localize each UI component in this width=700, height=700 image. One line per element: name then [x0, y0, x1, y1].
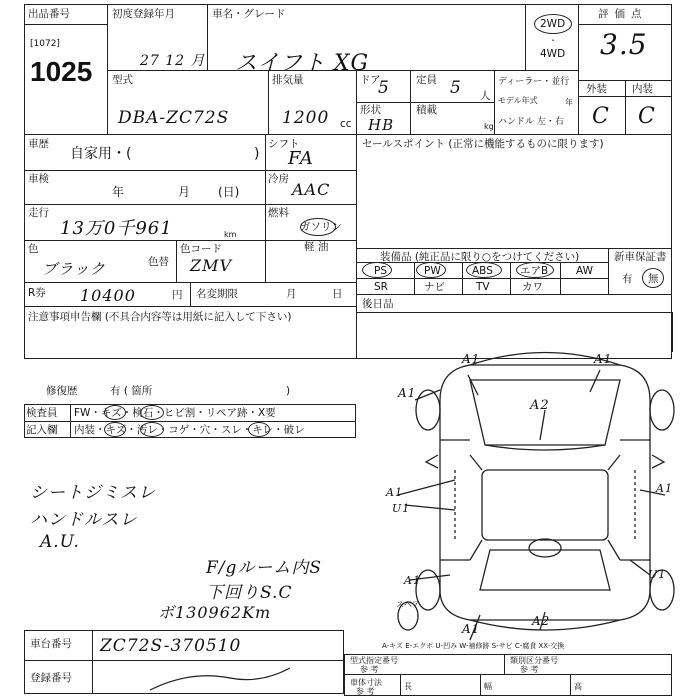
remark-line1: シートジミスレ	[30, 483, 156, 503]
capacity-label: 定員	[416, 74, 437, 86]
int-label: 内装	[632, 83, 653, 95]
rear-seat-label: 後日品	[362, 298, 394, 310]
disp-label: 排気量	[272, 74, 304, 86]
shape-label: 形状	[360, 104, 381, 116]
shift-value: FA	[288, 148, 314, 169]
warranty-no: 無	[648, 273, 659, 285]
model-year-unit: 年	[565, 98, 573, 107]
sales-point-label: セールスポイント (正常に機能するものに限ります)	[362, 138, 604, 150]
mark-a1-left-rear: A1	[404, 574, 421, 587]
mileage-label: 走行	[28, 207, 49, 219]
ac-value: AAC	[292, 180, 331, 199]
door-value: 5	[378, 78, 390, 98]
remark-line3: A.U.	[40, 532, 80, 552]
damage-legend: A-キズ E-エクボ U-凹み W-補修跡 S-サビ C-腐食 XX-交換	[382, 642, 565, 650]
reg-value: 27 12 月	[140, 53, 206, 69]
color-code-value: ZMV	[190, 256, 233, 275]
equip-aw: AW	[576, 265, 593, 277]
load-unit: kg	[484, 122, 494, 131]
mileage-value: 13万0千961	[60, 218, 173, 239]
type-designation-label: 型式指定番号	[350, 656, 398, 665]
equip-abs: ABS	[472, 265, 493, 277]
equip-pw: PW	[424, 265, 441, 277]
score-value: 3.5	[600, 28, 648, 61]
mark-a1-left-door: A1	[386, 486, 403, 499]
recycle-unit: 円	[172, 289, 183, 301]
color-change-label: 色替	[148, 256, 169, 268]
load-label: 積載	[416, 104, 437, 116]
inspection-month: 月	[178, 185, 191, 199]
drive-4wd: 4WD	[540, 48, 566, 60]
notes-label: 注意事項申告欄 (不具合内容等は用紙に記入して下さい)	[28, 311, 292, 323]
mark-a2-rear: A2	[532, 614, 551, 628]
remark-line2: ハンドルスレ	[30, 510, 138, 530]
equip-tv: TV	[476, 281, 490, 293]
door-label: ドア	[360, 74, 381, 86]
disp-unit: cc	[340, 118, 352, 130]
lot-sub: [1072]	[30, 39, 60, 49]
repair-label: 修復歴	[46, 385, 78, 397]
recycle-value: 10400	[80, 286, 136, 305]
remark-line6: ボ130962Km	[158, 603, 272, 622]
ext-label: 外装	[586, 83, 607, 95]
body-size-label: 車体寸法	[350, 678, 382, 687]
repair-value: 有 ( 箇所	[110, 385, 153, 397]
mark-a1-front-left: A1	[462, 352, 481, 366]
handle-label: ハンドル 左・右	[498, 117, 564, 127]
equip-navi: ナビ	[424, 281, 445, 293]
chassis-value: ZC72S-370510	[100, 636, 242, 656]
inspector-row1-items: FW・キズ・検石・ヒビ割・リペア跡・X要	[74, 407, 276, 419]
chassis-label: 車台番号	[30, 638, 72, 650]
warranty-yes: 有	[622, 273, 633, 285]
type-designation-ref: 参 考	[360, 665, 379, 674]
shape-value: HB	[368, 116, 395, 134]
drive-2wd: 2WD	[540, 18, 566, 30]
color-label: 色	[28, 243, 39, 255]
equipment-label: 装備品 (純正品に限り○をつけてください)	[380, 251, 580, 263]
expire-day: 日	[332, 288, 343, 300]
type-label: 型式	[112, 74, 133, 86]
equip-airbag: エアB	[520, 265, 549, 277]
inspector-row1-label: 検査員	[26, 407, 58, 419]
warranty-label: 新車保証書	[614, 251, 667, 263]
mark-a2-hood: A2	[530, 398, 550, 413]
reg-label: 初度登録年月	[112, 8, 175, 20]
inspector-row2-items: 内装・キズ・汚レ・コゲ・穴・スレ・キレ・破レ	[74, 424, 305, 436]
class-designation-ref: 参 考	[520, 665, 539, 674]
class-designation-label: 類別区分番号	[510, 656, 558, 665]
height-label: 高	[574, 682, 582, 691]
capacity-value: 5	[450, 78, 462, 98]
inspection-label: 車検	[28, 173, 49, 185]
expire-label: 名変期限	[196, 288, 238, 300]
int-value: C	[638, 104, 656, 129]
lot-number: 1025	[30, 56, 93, 87]
disp-value: 1200	[282, 108, 330, 128]
score-label: 評価点	[598, 8, 648, 20]
color-value: ブラック	[42, 260, 106, 278]
type-value: DBA-ZC72S	[118, 108, 230, 128]
inspector-row2-label: 記入欄	[26, 424, 58, 436]
ext-value: C	[592, 104, 610, 129]
fuel-label: 燃料	[268, 207, 289, 219]
equip-sr: SR	[374, 281, 388, 293]
mark-a1-left-front: A1	[398, 386, 417, 400]
history-close: )	[254, 146, 260, 162]
capacity-unit: 人	[480, 90, 491, 102]
repair-close: )	[286, 385, 291, 397]
recycle-label: R券	[28, 287, 46, 299]
mark-a1-rear-left: A1	[462, 622, 481, 636]
fuel-gasoline: ガソリン	[300, 221, 342, 233]
expire-month: 月	[286, 288, 297, 300]
inspection-day: (日)	[218, 185, 240, 199]
mark-u1-left-door: U1	[392, 502, 411, 515]
model-year-label: モデル年式	[498, 96, 538, 105]
mark-a1-front-right: A1	[594, 352, 613, 366]
name-value: スイフト XG	[235, 51, 370, 76]
ac-label: 冷房	[268, 173, 289, 185]
width-label: 幅	[484, 682, 492, 691]
mark-u1-right-rear: U1	[648, 568, 667, 581]
mileage-unit: km	[224, 230, 237, 239]
shift-label: シフト	[268, 138, 300, 150]
fuel-diesel: 軽 油	[304, 241, 329, 253]
remark-line5: 下回りS.C	[206, 583, 293, 603]
history-value: 自家用・(	[70, 146, 132, 162]
length-label: 長	[404, 682, 412, 691]
dealer-label: ディーラー・並行	[498, 77, 570, 87]
lot-label: 出品番号	[28, 8, 70, 20]
name-label: 車名・グレード	[212, 8, 286, 20]
mark-a1-right-door: A1	[656, 482, 673, 495]
inspection-year: 年	[112, 185, 125, 199]
remark-line4: F/gルーム内S	[206, 558, 323, 578]
equip-leather: カワ	[522, 281, 543, 293]
registration-label: 登録番号	[30, 672, 72, 684]
body-size-ref: 参 考	[356, 687, 375, 696]
spare-label: スペア	[396, 600, 420, 609]
history-label: 車歴	[28, 138, 49, 150]
equip-ps: PS	[374, 265, 387, 277]
color-code-label: 色コード	[180, 243, 222, 255]
